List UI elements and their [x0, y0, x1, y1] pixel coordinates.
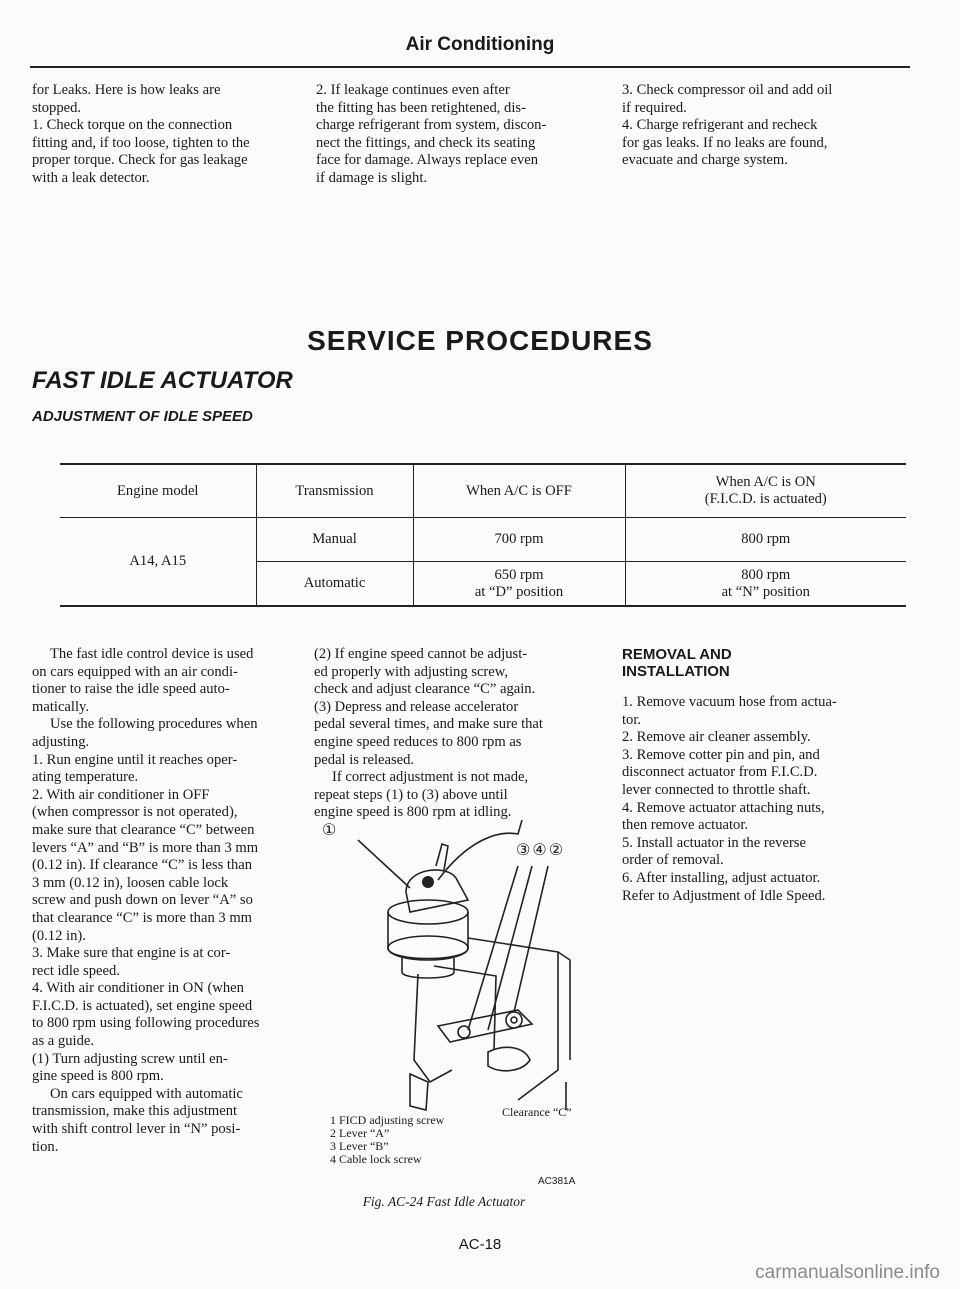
text-line: make sure that clearance “C” between — [32, 821, 255, 838]
text-line: 5. Install actuator in the reverse — [622, 834, 806, 851]
text-line: proper torque. Check for gas leakage — [32, 152, 248, 169]
text-line: 6. After installing, adjust actuator. — [622, 869, 821, 886]
text-line: (when compressor is not operated), — [32, 804, 238, 821]
header-ac-on-line2: (F.I.C.D. is actuated) — [704, 491, 827, 507]
text-line: if required. — [622, 99, 687, 116]
table-row — [60, 518, 906, 562]
legend-item: 4 Cable lock screw — [330, 1152, 422, 1166]
text-line: for gas leaks. If no leaks are found, — [622, 134, 828, 151]
header-rule — [30, 66, 910, 68]
text-line: fitting and, if too loose, tighten to the — [32, 134, 250, 151]
text-line: F.I.C.D. is actuated), set engine speed — [32, 997, 253, 1014]
removal-heading-line2: INSTALLATION — [622, 663, 730, 680]
text-line: for Leaks. Here is how leaks are — [32, 82, 221, 98]
legend-item: 2 Lever “A” — [330, 1126, 390, 1140]
text-line: to 800 rpm using following procedures — [32, 1015, 260, 1032]
body-col-middle — [314, 646, 604, 822]
actuator-illustration — [318, 820, 608, 1140]
text-line: order of removal. — [622, 852, 724, 869]
text-line: matically. — [32, 698, 89, 715]
header-ac-on-line1: When A/C is ON — [715, 474, 816, 490]
cell-automatic-on-position: at “N” position — [721, 583, 810, 600]
text-line: pedal several times, and make sure that — [314, 716, 543, 733]
cell-automatic-on — [625, 562, 906, 607]
body-col-right — [622, 694, 912, 905]
page-header: Air Conditioning — [405, 34, 555, 55]
text-line: 2. If leakage continues even after — [316, 82, 510, 98]
top-col-2 — [316, 82, 602, 188]
text-line: evacuate and charge system. — [622, 152, 788, 169]
text-line: engine speed reduces to 800 rpm as — [314, 733, 522, 750]
figure-caption-wrap — [0, 1194, 920, 1210]
header-transmission: Transmission — [256, 464, 413, 518]
figure-caption: Fig. AC-24 Fast Idle Actuator — [362, 1194, 526, 1209]
text-line: check and adjust clearance “C” again. — [314, 681, 536, 698]
cell-manual: Manual — [256, 518, 413, 562]
text-line: levers “A” and “B” is more than 3 mm — [32, 839, 259, 856]
text-line: rect idle speed. — [32, 962, 120, 979]
cell-engine-model: A14, A15 — [60, 518, 256, 607]
text-line: pedal is released. — [314, 751, 415, 768]
text-line: the fitting has been retightened, dis- — [316, 99, 526, 116]
text-line: lever connected to throttle shaft. — [622, 781, 811, 798]
text-line: Use the following procedures when — [50, 716, 258, 733]
figure-code: AC381A — [538, 1176, 576, 1187]
text-line: if damage is slight. — [316, 169, 428, 186]
text-line: screw and push down on lever “A” so — [32, 892, 253, 909]
text-line: ed properly with adjusting screw, — [314, 663, 508, 680]
text-line: (0.12 in). — [32, 927, 86, 944]
cell-automatic-off — [413, 562, 625, 607]
page-number: AC-18 — [458, 1236, 502, 1253]
text-line: On cars equipped with automatic — [50, 1085, 243, 1102]
legend-item: 3 Lever “B” — [330, 1139, 389, 1153]
text-line: gine speed is 800 rpm. — [32, 1068, 164, 1085]
text-line: (0.12 in). If clearance “C” is less than — [32, 857, 253, 874]
text-line: 1. Run engine until it reaches oper- — [32, 751, 238, 768]
text-line: 2. Remove air cleaner assembly. — [622, 729, 811, 746]
text-line: 3 mm (0.12 in), loosen cable lock — [32, 874, 229, 891]
text-line: ating temperature. — [32, 769, 139, 786]
body-col-left — [32, 646, 312, 1156]
text-line: disconnect actuator from F.I.C.D. — [622, 764, 818, 781]
section-title: SERVICE PROCEDURES — [307, 325, 653, 356]
text-line: repeat steps (1) to (3) above until — [314, 786, 508, 803]
text-line: 4. Remove actuator attaching nuts, — [622, 799, 825, 816]
text-line: 1. Remove vacuum hose from actua- — [622, 694, 837, 710]
figure-legend — [330, 1114, 500, 1166]
text-line: 4. Charge refrigerant and recheck — [622, 117, 818, 134]
text-line: tion. — [32, 1138, 59, 1155]
text-line: face for damage. Always replace even — [316, 152, 539, 169]
header-ac-off: When A/C is OFF — [413, 464, 625, 518]
text-line: stopped. — [32, 99, 82, 116]
text-line: adjusting. — [32, 733, 90, 750]
header-engine-model: Engine model — [60, 464, 256, 518]
heading-fast-idle-actuator: FAST IDLE ACTUATOR — [32, 367, 293, 394]
idle-speed-table — [60, 463, 906, 607]
fast-idle-actuator-figure — [318, 820, 608, 1140]
subheading-idle-speed: ADJUSTMENT OF IDLE SPEED — [32, 408, 253, 425]
cell-automatic-off-position: at “D” position — [474, 583, 564, 600]
cell-automatic-off-rpm: 650 rpm — [494, 566, 544, 583]
text-line: 3. Make sure that engine is at cor- — [32, 945, 231, 962]
text-line: nect the fittings, and check its seating — [316, 134, 536, 151]
text-line: 3. Remove cotter pin and pin, and — [622, 746, 820, 763]
text-line: The fast idle control device is used — [50, 646, 254, 662]
removal-heading — [622, 646, 732, 680]
text-line: tioner to raise the idle speed auto- — [32, 681, 230, 698]
callout-3-4-2: ③④② — [516, 842, 566, 859]
table-header-row — [60, 464, 906, 518]
text-line: then remove actuator. — [622, 817, 749, 834]
text-line: (3) Depress and release accelerator — [314, 698, 519, 715]
text-line: 4. With air conditioner in ON (when — [32, 980, 244, 997]
watermark: carmanualsonline.info — [755, 1262, 940, 1283]
cell-automatic-on-rpm: 800 rpm — [741, 566, 791, 583]
text-line: (2) If engine speed cannot be adjust- — [314, 646, 528, 662]
text-line: charge refrigerant from system, discon- — [316, 117, 547, 134]
cell-manual-off: 700 rpm — [413, 518, 625, 562]
text-line: 1. Check torque on the connection — [32, 117, 233, 134]
legend-item: 1 FICD adjusting screw — [330, 1113, 445, 1127]
text-line: with a leak detector. — [32, 169, 150, 186]
text-line: as a guide. — [32, 1033, 95, 1050]
callout-1: ① — [322, 822, 337, 839]
text-line: 3. Check compressor oil and add oil — [622, 82, 833, 98]
top-col-3 — [622, 82, 912, 170]
text-line: (1) Turn adjusting screw until en- — [32, 1050, 228, 1067]
header-ac-on — [625, 464, 906, 518]
text-line: on cars equipped with an air condi- — [32, 663, 238, 680]
text-line: engine speed is 800 rpm at idling. — [314, 804, 512, 821]
removal-heading-line1: REMOVAL AND — [622, 646, 732, 663]
cell-manual-on: 800 rpm — [625, 518, 906, 562]
text-line: Refer to Adjustment of Idle Speed. — [622, 887, 826, 904]
top-col-1 — [32, 82, 310, 188]
text-line: 2. With air conditioner in OFF — [32, 786, 210, 803]
cell-automatic: Automatic — [256, 562, 413, 607]
text-line: If correct adjustment is not made, — [332, 769, 529, 786]
text-line: transmission, make this adjustment — [32, 1103, 238, 1120]
text-line: that clearance “C” is more than 3 mm — [32, 909, 253, 926]
clearance-label: Clearance “C” — [502, 1105, 572, 1119]
text-line: tor. — [622, 711, 642, 728]
text-line: with shift control lever in “N” posi- — [32, 1121, 241, 1138]
